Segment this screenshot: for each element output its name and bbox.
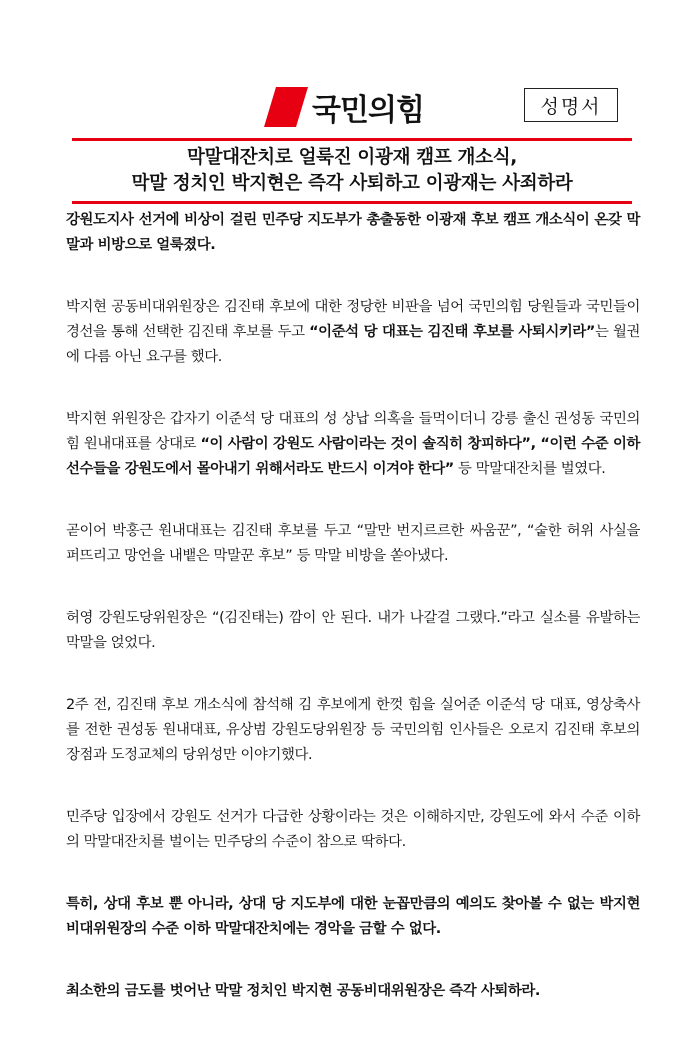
paragraph-6: 2주 전, 김진태 후보 개소식에 참석해 김 후보에게 한껏 힘을 실어준 이준석 당 대표, 영상축사를 전한 권성동 원내대표, 유상범 강원도당위원장 등 국민의힘 인사들은 오로지 김진태 후보의 장점과 도정교체의 당위성만 이야기했다. (66, 697, 640, 763)
paragraph-3 (66, 407, 640, 482)
paragraph-3-text-b: 등 막말대잔치를 벌였다. (453, 461, 606, 477)
party-logo-text: 국민의힘 (312, 93, 424, 128)
party-logo (262, 85, 424, 129)
paragraph-2-quote: “이준석 당 대표는 김진태 후보를 사퇴시키라” (309, 324, 595, 340)
paragraph-3-text-a: 박지현 위원장은 갑자기 이준석 당 대표의 성 상납 의혹을 들먹이더니 강릉 출신 권성동 국민의힘 원내대표를 상대로 (66, 411, 640, 452)
document-header (0, 0, 700, 140)
paragraph-2 (66, 295, 640, 370)
party-logo-mark-icon (262, 87, 308, 127)
statement-body (66, 208, 640, 1041)
statement-label: 성명서 (524, 88, 618, 122)
paragraph-4: 곧이어 박홍근 원내대표는 김진태 후보를 두고 “말만 번지르르한 싸움꾼”, “숱한 허위 사실을 퍼뜨리고 망언을 내뱉은 막말꾼 후보” 등 막말 비방을 쏟아냈다. (66, 523, 640, 564)
paragraph-9: 최소한의 금도를 벗어난 막말 정치인 박지현 공동비대위원장은 즉각 사퇴하라. (66, 983, 540, 999)
statement-title (72, 138, 632, 204)
paragraph-7: 민주당 입장에서 강원도 선거가 다급한 상황이라는 것은 이해하지만, 강원도에 와서 수준 이하의 막말대잔치를 벌이는 민주당의 수준이 참으로 딱하다. (66, 809, 640, 850)
paragraph-8: 특히, 상대 후보 뿐 아니라, 상대 당 지도부에 대한 눈꼽만큼의 예의도 찾아볼 수 없는 박지현 비대위원장의 수준 이하 막말대잔치에는 경악을 금할 수 없다. (66, 896, 640, 937)
paragraph-2-text-a: 박지현 공동비대위원장은 김진태 후보에 대한 정당한 비판을 넘어 국민의힘 당원들과 국민들이 경선을 통해 선택한 김진태 후보를 두고 (66, 299, 640, 340)
paragraph-1: 강원도지사 선거에 비상이 걸린 민주당 지도부가 총출동한 이광재 후보 캠프 개소식이 온갖 막말과 비방으로 얼룩졌다. (66, 212, 640, 253)
paragraph-5: 허영 강원도당위원장은 “(김진태는) 깜이 안 된다. 내가 나갈걸 그랬다.”라고 실소를 유발하는 막말을 얹었다. (66, 610, 640, 651)
paragraph-3-quote: “이 사람이 강원도 사람이라는 것이 솔직히 창피하다”, “이런 수준 이하 선수들을 강원도에서 몰아내기 위해서라도 반드시 이겨야 한다” (66, 436, 640, 477)
title-line-1: 막말대잔치로 얼룩진 이광재 캠프 개소식, (187, 147, 517, 168)
title-line-2: 막말 정치인 박지현은 즉각 사퇴하고 이광재는 사죄하라 (131, 173, 573, 194)
paragraph-2-text-b: 는 월권에 다름 아닌 요구를 했다. (66, 324, 640, 365)
